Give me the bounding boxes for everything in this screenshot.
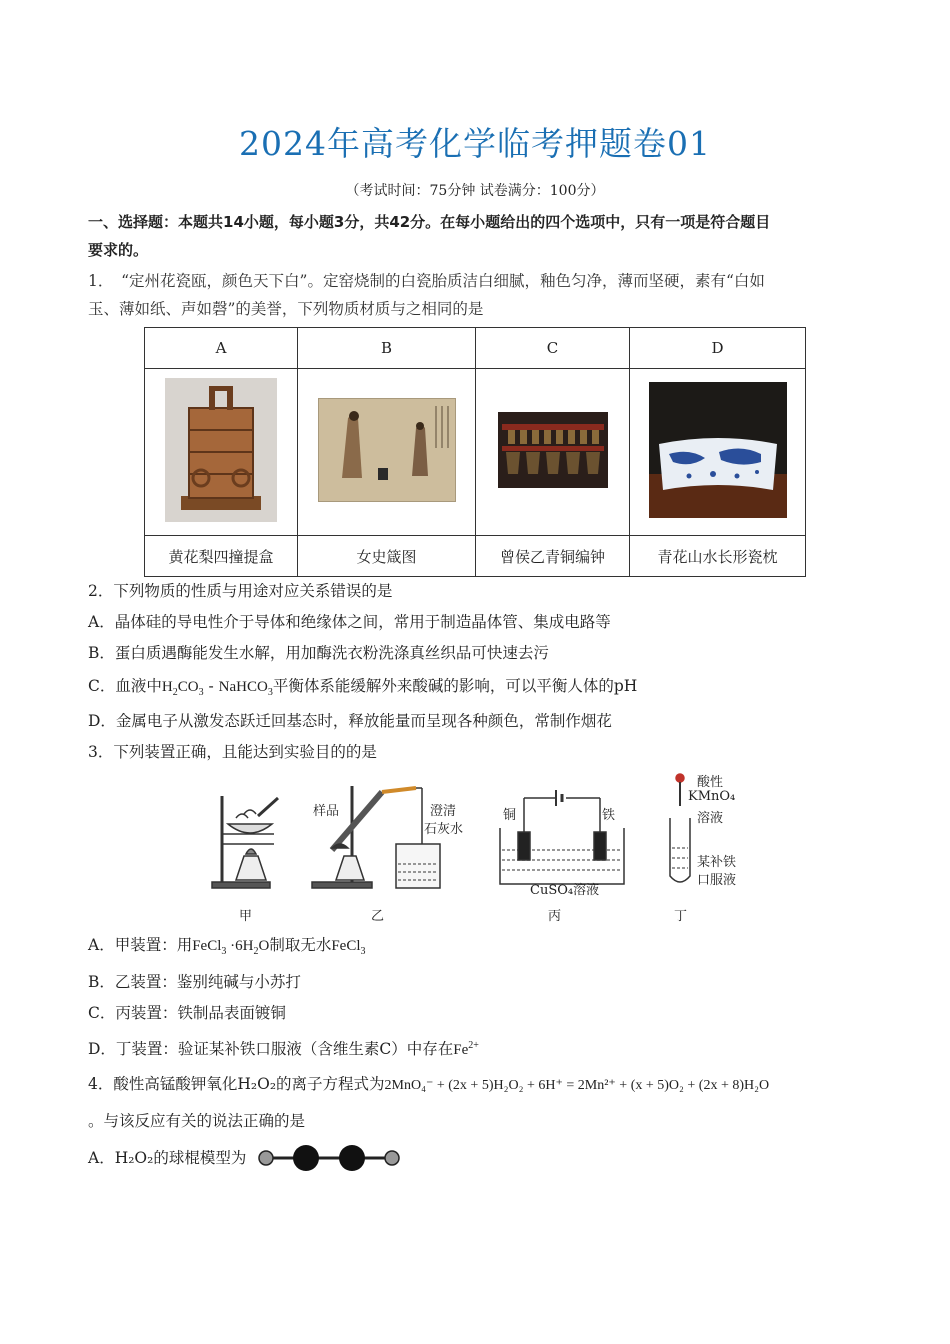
option-image-a xyxy=(145,369,298,536)
option-image-b xyxy=(298,369,476,536)
apparatus-ding xyxy=(670,774,690,882)
section-heading-line1: 一、选择题：本题共14小题，每小题3分，共42分。在每小题给出的四个选项中，只有一项是符合题目 xyxy=(88,213,771,231)
label-cuso4: CuSO₄溶液 xyxy=(530,883,600,898)
q4-prefix: 4．酸性高锰酸钾氧化 xyxy=(88,1075,238,1093)
formula-fecl3-hydrate: FeCl$_3$ $\cdot 6H_2O$ xyxy=(192,938,270,957)
q2-option-b: B．蛋白质遇酶能发生水解，用加酶洗衣粉洗涤真丝织品可快速去污 xyxy=(88,644,549,662)
q3-d-prefix: D．丁装置：验证某补铁口服液（含维生素C）中存在 xyxy=(88,1040,454,1058)
q3-a-prefix: A．甲装置：用 xyxy=(88,936,193,954)
formula-nahco3: NaHCO$_3$ xyxy=(218,679,273,698)
q2-c-suffix: 平衡体系能缓解外来酸碱的影响，可以平衡人体的pH xyxy=(272,677,638,695)
q3-stem: 3．下列装置正确，且能达到实验目的的是 xyxy=(88,743,377,761)
q1-stem-line1: 1． “定州花瓷瓯，颜色天下白”。定窑烧制的白瓷胎质洁白细腻，釉色匀净，薄而坚硬，素有“白如 xyxy=(88,272,765,290)
q2-option-d: D．金属电子从激发态跃迁回基态时，释放能量而呈现各种颜色，常制作烟花 xyxy=(88,712,612,730)
label-kmno4-1: 酸性 xyxy=(697,775,724,790)
option-caption-b: 女史箴图 xyxy=(298,536,476,577)
q2-c-prefix: C．血液中 xyxy=(88,677,162,695)
formula-fe2plus: $Fe^{2+}$ xyxy=(453,1040,479,1058)
label-fe-2: 口服液 xyxy=(697,873,737,888)
exam-info: （考试时间：75分钟 试卷满分：100分） xyxy=(345,183,605,199)
q1-stem-line2: 玉、薄如纸、声如磬”的美誉，下列物质材质与之相同的是 xyxy=(88,300,484,318)
section-heading-line2: 要求的。 xyxy=(88,241,149,259)
formula-separator: - xyxy=(203,677,219,695)
q3-option-d xyxy=(88,1036,479,1060)
q3-option-a xyxy=(88,935,366,962)
option-header-c: C xyxy=(476,328,630,369)
q1-options-table xyxy=(144,327,806,577)
option-header-a: A xyxy=(145,328,298,369)
label-sample: 样品 xyxy=(313,804,340,819)
option-caption-c: 曾侯乙青铜编钟 xyxy=(476,536,630,577)
label-kmno4-2: KMnO₄ xyxy=(688,789,736,804)
label-jia: 甲 xyxy=(239,909,253,924)
q4-option-a: A．H₂O₂的球棍模型为 xyxy=(88,1149,247,1167)
porcelain-pillow-image xyxy=(649,382,787,518)
q2-stem: 2．下列物质的性质与用途对应关系错误的是 xyxy=(88,582,393,600)
label-limewater-1: 澄清 xyxy=(430,804,457,819)
q4-stem-line2: 。与该反应有关的说法正确的是 xyxy=(88,1112,306,1130)
formula-h2co3: $H_2CO_3$ xyxy=(161,679,204,698)
painting-scroll-image xyxy=(318,398,456,502)
option-header-b: B xyxy=(298,328,476,369)
q2-option-c xyxy=(88,676,637,703)
label-limewater-2: 石灰水 xyxy=(424,822,464,837)
q2-option-a: A．晶体硅的导电性介于导体和绝缘体之间，常用于制造晶体管、集成电路等 xyxy=(88,613,611,631)
q4-middle: 的离子方程式为 xyxy=(276,1075,385,1093)
q3-option-b: B．乙装置：鉴别纯碱与小苏打 xyxy=(88,973,301,991)
q4-equation: 2MnO₄⁻ + (2x + 5)H₂O₂ + 6H⁺ = 2Mn²⁺ + (x + 5)O₂ + (2x + 8)H₂O xyxy=(384,1078,770,1093)
q3-a-middle: 制取无水 xyxy=(269,936,332,954)
apparatus-jia xyxy=(212,796,278,888)
q4-stem-line1 xyxy=(88,1074,769,1096)
label-iron: 铁 xyxy=(602,808,616,823)
option-header-d: D xyxy=(630,328,806,369)
label-kmno4-3: 溶液 xyxy=(697,811,724,826)
label-ding: 丁 xyxy=(674,909,688,924)
wooden-box-image xyxy=(165,378,277,522)
option-caption-a: 黄花梨四撞提盒 xyxy=(145,536,298,577)
q3-option-c: C．丙装置：铁制品表面镀铜 xyxy=(88,1004,286,1022)
label-bing: 丙 xyxy=(548,909,562,924)
label-yi: 乙 xyxy=(371,909,385,924)
bronze-bells-image xyxy=(498,412,608,488)
q4-h2o2: H₂O₂ xyxy=(237,1075,277,1093)
option-image-d xyxy=(630,369,806,536)
formula-fecl3: FeCl$_3$ xyxy=(331,938,366,957)
page-title: 2024年高考化学临考押题卷01 xyxy=(239,124,711,163)
h2o2-ball-stick-model xyxy=(256,1142,402,1174)
label-fe-1: 某补铁 xyxy=(697,855,737,870)
q3-apparatus-diagram xyxy=(200,768,760,928)
option-caption-d: 青花山水长形瓷枕 xyxy=(630,536,806,577)
option-image-c xyxy=(476,369,630,536)
label-copper: 铜 xyxy=(503,808,517,823)
